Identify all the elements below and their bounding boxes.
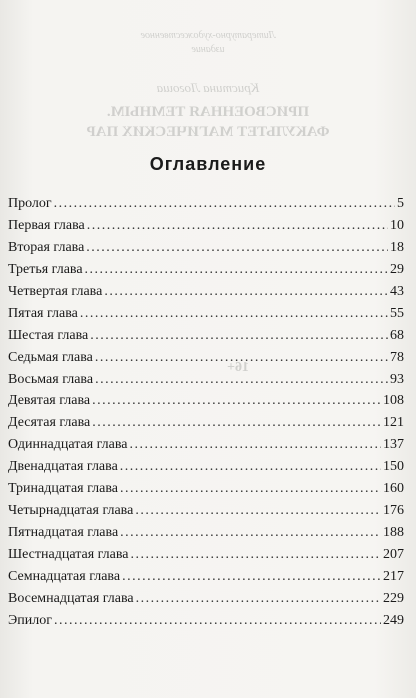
toc-entry-label: Первая глава <box>8 217 85 233</box>
toc-entry-label: Третья глава <box>8 261 83 277</box>
toc-entry-label: Десятая глава <box>8 415 91 431</box>
toc-entry[interactable] <box>8 610 404 632</box>
toc-entry[interactable] <box>8 566 404 588</box>
toc-leader-dots <box>95 347 388 369</box>
toc-entry[interactable] <box>8 303 404 325</box>
toc-entry[interactable] <box>8 478 404 500</box>
toc-entry[interactable] <box>8 325 404 347</box>
toc-leader-dots <box>130 434 381 456</box>
bleed-through-line1: Литературно-художественное <box>140 30 276 41</box>
toc-entry-page: 18 <box>390 239 404 255</box>
toc-entry-label: Восемнадцатая глава <box>8 590 134 606</box>
toc-leader-dots <box>131 544 381 566</box>
toc-entry-page: 43 <box>390 283 404 299</box>
toc-entry-page: 207 <box>383 547 404 562</box>
toc-entry-label: Седьмая глава <box>8 349 93 365</box>
toc-entry-page: 78 <box>390 349 404 365</box>
toc-entry-page: 150 <box>383 459 404 475</box>
toc-entry-label: Пятнадцатая глава <box>8 525 119 541</box>
toc-entry-label: Семнадцатая глава <box>8 568 121 584</box>
toc-leader-dots <box>135 500 381 522</box>
toc-entry-label: Двенадцатая глава <box>8 459 118 475</box>
bleed-through-title2: ФАКУЛЬТЕТ МАГИЧЕСКИХ ПАР <box>86 124 330 140</box>
bleed-through-line2: издание <box>191 44 225 55</box>
toc-entry-page: 188 <box>383 525 404 541</box>
toc-leader-dots <box>120 522 381 544</box>
toc-leader-dots <box>120 456 381 478</box>
toc-entry-label: Эпилог <box>8 612 52 628</box>
toc-entry-label: Пятая глава <box>8 305 78 321</box>
toc-entry[interactable] <box>8 588 404 610</box>
toc-leader-dots <box>85 259 388 281</box>
toc-entry-page: 68 <box>390 327 404 343</box>
toc-entry[interactable] <box>8 259 404 281</box>
toc-leader-dots <box>136 588 381 610</box>
toc-entry-page: 137 <box>383 437 404 453</box>
toc-entry[interactable] <box>8 412 404 434</box>
toc-entry-label: Шестнадцатая глава <box>8 547 129 562</box>
toc-title: Оглавление <box>149 154 267 174</box>
toc-entry[interactable] <box>8 237 404 259</box>
toc-entry[interactable] <box>8 193 404 215</box>
toc-leader-dots <box>120 478 381 500</box>
toc-entry[interactable] <box>8 347 404 369</box>
table-of-contents <box>8 193 404 632</box>
toc-entry-page: 229 <box>383 590 404 606</box>
toc-entry[interactable] <box>8 500 404 522</box>
toc-entry-label: Восьмая глава <box>8 371 94 387</box>
toc-entry[interactable] <box>8 544 404 566</box>
toc-leader-dots <box>54 193 395 215</box>
toc-leader-dots <box>86 237 388 259</box>
toc-leader-dots <box>104 281 388 303</box>
toc-entry-label: Пролог <box>8 196 52 211</box>
toc-entry-page: 29 <box>390 261 404 277</box>
toc-leader-dots <box>92 390 381 412</box>
toc-entry-page: 160 <box>383 481 404 497</box>
toc-leader-dots <box>92 412 381 434</box>
toc-leader-dots <box>80 303 388 325</box>
toc-entry-label: Одиннадцатая глава <box>8 437 128 453</box>
toc-entry-page: 217 <box>383 568 404 584</box>
toc-entry-page: 121 <box>383 415 404 431</box>
bleed-through-age-rating: 16+ <box>227 360 249 375</box>
toc-entry-label: Девятая глава <box>8 393 91 409</box>
toc-leader-dots <box>95 369 388 391</box>
toc-entry-label: Четырнадцатая глава <box>8 503 134 519</box>
toc-entry[interactable] <box>8 215 404 237</box>
toc-entry-label: Тринадцатая глава <box>8 481 118 497</box>
toc-entry-page: 249 <box>383 612 404 628</box>
toc-entry[interactable] <box>8 456 404 478</box>
toc-entry[interactable] <box>8 369 404 391</box>
toc-entry-page: 176 <box>383 503 404 519</box>
bleed-through-title1: ПРИСВОЕННАЯ ТЕМНЫМ. <box>106 104 310 120</box>
toc-entry[interactable] <box>8 522 404 544</box>
toc-leader-dots <box>90 325 388 347</box>
toc-leader-dots <box>122 566 381 588</box>
toc-entry-page: 55 <box>390 305 404 321</box>
toc-entry-label: Четвертая глава <box>8 283 103 299</box>
toc-entry[interactable] <box>8 390 404 412</box>
bleed-through-author: Кристина Логоша <box>156 80 260 95</box>
toc-entry[interactable] <box>8 281 404 303</box>
toc-entry-page: 108 <box>383 393 404 409</box>
toc-leader-dots <box>54 610 381 632</box>
toc-entry[interactable] <box>8 434 404 456</box>
toc-entry-label: Шестая глава <box>8 327 89 343</box>
toc-entry-label: Вторая глава <box>8 239 85 255</box>
toc-entry-page: 93 <box>390 371 404 387</box>
toc-entry-page: 5 <box>397 196 404 211</box>
toc-entry-page: 10 <box>390 217 404 233</box>
toc-leader-dots <box>87 215 388 237</box>
